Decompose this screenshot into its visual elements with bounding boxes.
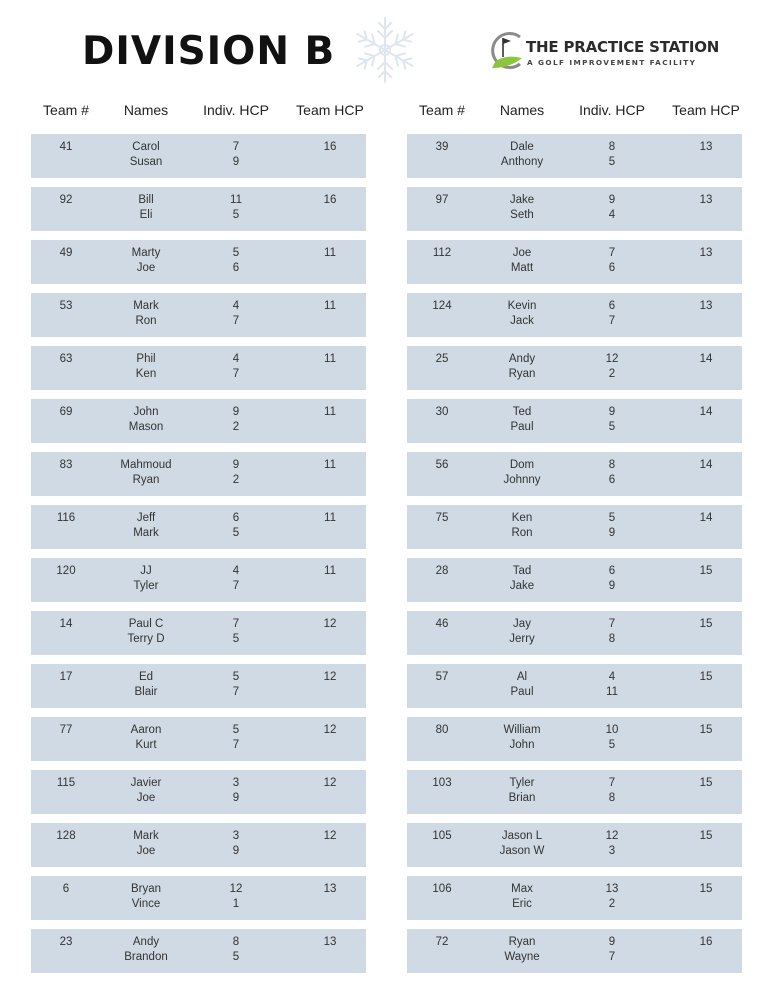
team-number: 115 (56, 777, 76, 789)
player-name: Max (511, 883, 533, 895)
player-name: Mark (133, 300, 159, 312)
player-name: Paul C (128, 618, 164, 630)
player-name: Phil (136, 353, 156, 365)
team-number-header: Team # (419, 102, 465, 118)
individual-hcp: 9 (232, 459, 240, 471)
team-hcp: 13 (699, 247, 713, 259)
team-row (407, 823, 742, 867)
individual-hcp: 11 (230, 194, 242, 206)
team-hcp: 11 (324, 353, 336, 365)
player-name: Dale (510, 141, 534, 153)
team-row (31, 717, 366, 761)
individual-hcp: 8 (608, 633, 616, 645)
team-row (31, 452, 366, 496)
player-name: Tyler (509, 777, 535, 789)
team-hcp: 11 (324, 300, 336, 312)
individual-hcp: 2 (608, 898, 616, 910)
team-row (31, 558, 366, 602)
individual-hcp: 5 (232, 951, 240, 963)
individual-hcp: 7 (232, 141, 240, 153)
team-row (407, 717, 742, 761)
team-row (407, 452, 742, 496)
player-name: Marty (131, 247, 161, 259)
player-name: Jason W (499, 845, 545, 857)
player-name: Joe (136, 262, 156, 274)
team-hcp-header: Team HCP (296, 102, 364, 118)
team-hcp: 15 (699, 671, 713, 683)
team-number: 92 (59, 194, 73, 206)
snowflake-icon (350, 15, 420, 85)
individual-hcp: 9 (608, 194, 616, 206)
player-name: Seth (510, 209, 534, 221)
team-hcp: 11 (324, 459, 336, 471)
team-hcp: 14 (699, 512, 713, 524)
individual-hcp: 5 (232, 724, 240, 736)
player-name: Ron (511, 527, 533, 539)
team-number: 75 (435, 512, 449, 524)
team-number: 46 (435, 618, 449, 630)
player-name: Brian (508, 792, 536, 804)
player-name: Eli (139, 209, 153, 221)
team-hcp: 14 (699, 406, 713, 418)
team-number: 17 (59, 671, 73, 683)
player-name: Ed (138, 671, 154, 683)
player-name: Jay (513, 618, 531, 630)
player-name: Anthony (500, 156, 544, 168)
team-row (31, 664, 366, 708)
team-row (407, 293, 742, 337)
team-hcp: 11 (324, 406, 336, 418)
team-hcp: 13 (323, 883, 337, 895)
player-name: Ron (135, 315, 157, 327)
player-name: Ryan (508, 368, 536, 380)
player-name: Blair (134, 686, 158, 698)
individual-hcp: 7 (608, 247, 616, 259)
team-row (407, 558, 742, 602)
team-row (407, 134, 742, 178)
team-row (31, 134, 366, 178)
player-name: Aaron (130, 724, 162, 736)
player-name: Eric (512, 898, 532, 910)
player-name: Andy (132, 936, 160, 948)
team-hcp: 13 (699, 194, 713, 206)
player-name: Jack (510, 315, 534, 327)
team-hcp: 16 (699, 936, 713, 948)
team-hcp: 13 (323, 936, 337, 948)
individual-hcp: 12 (605, 353, 619, 365)
player-name: Mason (128, 421, 164, 433)
player-name: Dom (509, 459, 535, 471)
team-hcp: 12 (323, 671, 337, 683)
team-number: 6 (62, 883, 70, 895)
indiv-hcp-header: Indiv. HCP (579, 102, 645, 118)
individual-hcp: 3 (608, 845, 616, 857)
names-header: Names (123, 102, 169, 118)
individual-hcp: 9 (608, 936, 616, 948)
player-name: Terry D (127, 633, 165, 645)
individual-hcp: 2 (608, 368, 616, 380)
team-number: 69 (59, 406, 73, 418)
practice-station-logo (486, 28, 720, 78)
team-number: 57 (435, 671, 449, 683)
team-row (407, 346, 742, 390)
team-hcp: 14 (699, 353, 713, 365)
team-number-header: Team # (43, 102, 89, 118)
player-name: Paul (510, 421, 534, 433)
team-number: 120 (56, 565, 76, 577)
player-name: Mahmoud (120, 459, 172, 471)
player-name: Ryan (508, 936, 536, 948)
individual-hcp: 1 (232, 898, 240, 910)
team-hcp: 15 (699, 883, 713, 895)
player-name: Mark (133, 830, 159, 842)
player-name: Mark (133, 527, 159, 539)
individual-hcp: 7 (232, 686, 240, 698)
individual-hcp: 8 (608, 459, 616, 471)
player-name: Vince (131, 898, 161, 910)
team-number: 53 (59, 300, 73, 312)
player-name: Jeff (136, 512, 156, 524)
player-name: Javier (130, 777, 162, 789)
individual-hcp: 9 (232, 845, 240, 857)
player-name: Brandon (124, 951, 168, 963)
logo-name: THE PRACTICE STATION (526, 38, 720, 56)
team-number: 63 (59, 353, 73, 365)
table-header (31, 102, 366, 124)
individual-hcp: 7 (232, 618, 240, 630)
player-name: William (503, 724, 541, 736)
team-number: 28 (435, 565, 449, 577)
team-row (31, 399, 366, 443)
team-hcp: 11 (324, 565, 336, 577)
team-row (31, 876, 366, 920)
team-number: 97 (435, 194, 449, 206)
team-hcp: 12 (323, 777, 337, 789)
player-name: Tad (512, 565, 532, 577)
logo-tagline: A GOLF IMPROVEMENT FACILITY (527, 58, 697, 67)
team-number: 116 (56, 512, 76, 524)
individual-hcp: 6 (232, 512, 240, 524)
team-number: 49 (59, 247, 73, 259)
individual-hcp: 2 (232, 474, 240, 486)
individual-hcp: 5 (232, 671, 240, 683)
team-row (407, 240, 742, 284)
team-row (407, 611, 742, 655)
team-row (31, 293, 366, 337)
page-title: DIVISION B (82, 29, 336, 74)
individual-hcp: 4 (608, 209, 616, 221)
table-header (407, 102, 742, 124)
individual-hcp: 6 (232, 262, 240, 274)
individual-hcp: 3 (232, 830, 240, 842)
team-row (407, 770, 742, 814)
team-hcp: 12 (323, 830, 337, 842)
player-name: Carol (132, 141, 160, 153)
individual-hcp: 7 (608, 951, 616, 963)
team-number: 106 (432, 883, 452, 895)
individual-hcp: 7 (608, 777, 616, 789)
team-hcp: 15 (699, 777, 713, 789)
individual-hcp: 7 (232, 580, 240, 592)
player-name: Ken (511, 512, 533, 524)
individual-hcp: 13 (605, 883, 619, 895)
individual-hcp: 4 (232, 353, 240, 365)
team-number: 105 (432, 830, 452, 842)
team-hcp: 14 (699, 459, 713, 471)
team-row (31, 929, 366, 973)
team-number: 39 (435, 141, 449, 153)
individual-hcp: 5 (608, 512, 616, 524)
individual-hcp: 11 (606, 686, 618, 698)
team-number: 83 (59, 459, 73, 471)
team-hcp-header: Team HCP (672, 102, 740, 118)
team-hcp: 16 (323, 141, 337, 153)
team-number: 23 (59, 936, 73, 948)
individual-hcp: 10 (605, 724, 619, 736)
team-number: 41 (59, 141, 73, 153)
team-number: 124 (432, 300, 452, 312)
team-number: 80 (435, 724, 449, 736)
player-name: Wayne (504, 951, 540, 963)
team-hcp: 15 (699, 830, 713, 842)
individual-hcp: 4 (232, 300, 240, 312)
individual-hcp: 6 (608, 565, 616, 577)
individual-hcp: 5 (232, 209, 240, 221)
individual-hcp: 2 (232, 421, 240, 433)
team-row (31, 611, 366, 655)
player-name: JJ (140, 565, 152, 577)
player-name: Joe (512, 247, 532, 259)
names-header: Names (499, 102, 545, 118)
player-name: Tyler (133, 580, 159, 592)
player-name: Joe (136, 845, 156, 857)
player-name: Bill (138, 194, 154, 206)
individual-hcp: 3 (232, 777, 240, 789)
player-name: Ryan (132, 474, 160, 486)
individual-hcp: 9 (232, 406, 240, 418)
team-row (31, 346, 366, 390)
team-row (407, 876, 742, 920)
individual-hcp: 9 (608, 580, 616, 592)
player-name: Al (516, 671, 528, 683)
player-name: Ted (512, 406, 532, 418)
team-number: 77 (59, 724, 73, 736)
player-name: Matt (510, 262, 534, 274)
individual-hcp: 4 (608, 671, 616, 683)
team-number: 112 (432, 247, 452, 259)
team-hcp: 16 (323, 194, 337, 206)
player-name: Jason L (501, 830, 543, 842)
player-name: Johnny (503, 474, 541, 486)
player-name: John (509, 739, 535, 751)
team-hcp: 13 (699, 141, 713, 153)
individual-hcp: 8 (608, 792, 616, 804)
individual-hcp: 8 (608, 141, 616, 153)
individual-hcp: 7 (608, 315, 616, 327)
individual-hcp: 6 (608, 474, 616, 486)
team-row (31, 187, 366, 231)
player-name: Bryan (130, 883, 162, 895)
individual-hcp: 5 (608, 156, 616, 168)
team-row (407, 929, 742, 973)
team-row (407, 505, 742, 549)
team-row (31, 505, 366, 549)
individual-hcp: 5 (232, 527, 240, 539)
player-name: Paul (510, 686, 534, 698)
individual-hcp: 9 (232, 792, 240, 804)
individual-hcp: 7 (232, 368, 240, 380)
player-name: Jake (509, 580, 535, 592)
team-hcp: 12 (323, 724, 337, 736)
individual-hcp: 7 (232, 315, 240, 327)
player-name: Susan (129, 156, 163, 168)
team-number: 103 (432, 777, 452, 789)
individual-hcp: 5 (608, 421, 616, 433)
individual-hcp: 5 (232, 247, 240, 259)
player-name: Ken (135, 368, 157, 380)
team-number: 56 (435, 459, 449, 471)
player-name: Andy (508, 353, 536, 365)
individual-hcp: 4 (232, 565, 240, 577)
individual-hcp: 9 (232, 156, 240, 168)
individual-hcp: 9 (608, 527, 616, 539)
team-row (407, 664, 742, 708)
team-row (31, 823, 366, 867)
team-hcp: 11 (324, 512, 336, 524)
individual-hcp: 12 (229, 883, 243, 895)
player-name: Jerry (509, 633, 535, 645)
golf-flag-logo-icon (486, 28, 526, 78)
team-hcp: 15 (699, 724, 713, 736)
team-hcp: 12 (323, 618, 337, 630)
individual-hcp: 6 (608, 300, 616, 312)
individual-hcp: 5 (608, 739, 616, 751)
team-hcp: 13 (699, 300, 713, 312)
player-name: John (133, 406, 159, 418)
team-number: 14 (59, 618, 73, 630)
team-row (407, 187, 742, 231)
individual-hcp: 7 (608, 618, 616, 630)
team-row (31, 240, 366, 284)
team-number: 30 (435, 406, 449, 418)
team-row (31, 770, 366, 814)
team-row (407, 399, 742, 443)
individual-hcp: 8 (232, 936, 240, 948)
player-name: Kevin (507, 300, 537, 312)
individual-hcp: 5 (232, 633, 240, 645)
player-name: Joe (136, 792, 156, 804)
team-hcp: 15 (699, 618, 713, 630)
team-hcp: 15 (699, 565, 713, 577)
indiv-hcp-header: Indiv. HCP (203, 102, 269, 118)
individual-hcp: 9 (608, 406, 616, 418)
team-number: 72 (435, 936, 449, 948)
team-number: 25 (435, 353, 449, 365)
team-number: 128 (56, 830, 76, 842)
team-hcp: 11 (324, 247, 336, 259)
individual-hcp: 12 (605, 830, 619, 842)
player-name: Kurt (135, 739, 157, 751)
player-name: Jake (509, 194, 535, 206)
individual-hcp: 7 (232, 739, 240, 751)
individual-hcp: 6 (608, 262, 616, 274)
